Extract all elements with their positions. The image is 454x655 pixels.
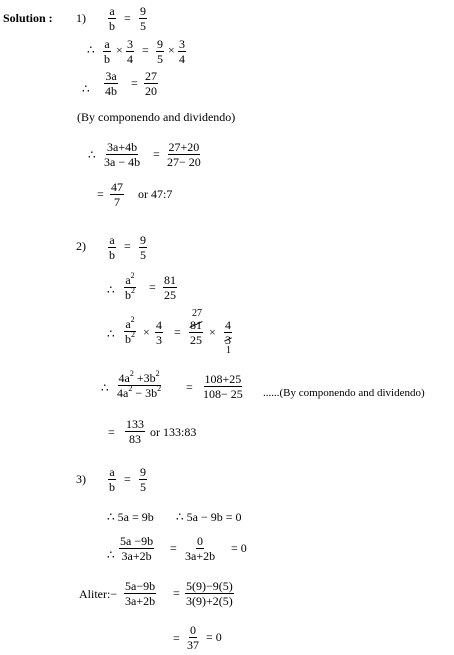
part1-27-over-20: $\frac{27}{20}$ xyxy=(145,69,157,98)
equals-sign: = xyxy=(186,380,193,394)
equals-sign: = xyxy=(124,472,131,486)
part2-cd-rhs: $\frac{108+25}{108- 25}$ xyxy=(203,372,243,401)
part3-5a-eq-9b: ∴ 5a = 9b xyxy=(107,510,154,524)
cancellation-27: 27 xyxy=(192,308,202,319)
times-sign: × xyxy=(143,325,150,339)
part3-a-over-b: $\frac{a}{b}$ xyxy=(109,465,115,494)
part2-l3-81-over-25: $\frac{81}{25}$ xyxy=(190,318,202,347)
part2-componendo-note: ......(By componendo and dividendo) xyxy=(263,387,425,399)
cancellation-1: 1 xyxy=(226,345,231,356)
part2-133-over-83: $\frac{133}{83}$ xyxy=(126,417,144,446)
equals-sign: = xyxy=(173,631,180,645)
aliter-label: Aliter:− xyxy=(79,587,118,601)
part2-l3-four-thirds-cancel: $\frac{4}{3}$ xyxy=(225,318,231,347)
part2-a2-over-b2: $\frac{a^2}{b^2}$ xyxy=(125,271,135,302)
equals-sign: = xyxy=(142,43,149,57)
therefore-symbol: ∴ xyxy=(107,548,115,562)
equals-sign: = xyxy=(97,187,104,201)
therefore-symbol: ∴ xyxy=(107,327,115,341)
componendo-dividendo-note: (By componendo and dividendo) xyxy=(77,110,236,124)
part1-47-over-7: $\frac{47}{7}$ xyxy=(111,180,123,209)
therefore-symbol: ∴ xyxy=(88,148,96,162)
part2-a-over-b: $\frac{a}{b}$ xyxy=(109,233,115,262)
part3-nine-fifths: $\frac{9}{5}$ xyxy=(140,465,146,494)
part3-number: 3) xyxy=(76,472,86,486)
equals-sign: = xyxy=(170,541,177,555)
solution-label: Solution : xyxy=(3,11,53,25)
equals-sign: = xyxy=(108,425,115,439)
equals-sign: = xyxy=(149,280,156,294)
equals-sign: = xyxy=(124,239,131,253)
part3-lhs: $\frac{5a -9b}{3a+2b}$ xyxy=(120,534,154,563)
equals-sign: = xyxy=(173,586,180,600)
part2-number: 2) xyxy=(76,239,86,253)
part3-zero-over: $\frac{0}{3a+2b}$ xyxy=(185,534,216,563)
part1-number: 1) xyxy=(76,11,86,25)
times-sign: × xyxy=(209,325,216,339)
part2-ratio: or 133:83 xyxy=(150,425,197,439)
part3-final-zero: = 0 xyxy=(206,630,222,644)
part3-5a-minus-9b-eq-0: ∴ 5a − 9b = 0 xyxy=(176,510,242,524)
part1-3a-over-4b: $\frac{3a}{4b}$ xyxy=(105,69,117,98)
times-sign: × xyxy=(168,43,175,57)
part1-l2-a-over-b: $\frac{a}{b}$ xyxy=(104,37,110,66)
part1-cd-lhs: $\frac{3a+4b}{3a - 4b}$ xyxy=(104,140,141,169)
times-sign: × xyxy=(116,43,123,57)
part3-aliter-rhs: $\frac{5(9)-9(5)}{3(9)+2(5)}$ xyxy=(186,579,233,608)
equals-sign: = xyxy=(124,11,131,25)
therefore-symbol: ∴ xyxy=(82,82,90,96)
equals-sign: = xyxy=(174,325,181,339)
part3-aliter-lhs: $\frac{5a-9b}{3a+2b}$ xyxy=(125,579,156,608)
therefore-symbol: ∴ xyxy=(107,283,115,297)
part1-l2-nine-fifths: $\frac{9}{5}$ xyxy=(157,37,163,66)
part2-l3-a2-over-b2: $\frac{a^2}{b^2}$ xyxy=(125,315,135,346)
part1-ratio: or 47:7 xyxy=(138,187,173,201)
part1-l2-three-fourths-2: $\frac{3}{4}$ xyxy=(179,37,185,66)
part1-cd-rhs: $\frac{27+20}{27- 20}$ xyxy=(167,140,201,169)
part1-l2-three-fourths: $\frac{3}{4}$ xyxy=(127,37,133,66)
equals-sign: = xyxy=(153,147,160,161)
part3-zero-over-37: $\frac{0}{37}$ xyxy=(187,623,199,652)
part1-a-over-b: $\frac{a}{b}$ xyxy=(109,4,115,33)
equals-sign: = xyxy=(131,76,138,90)
part2-l3-four-thirds: $\frac{4}{3}$ xyxy=(156,318,162,347)
part2-nine-fifths: $\frac{9}{5}$ xyxy=(140,233,146,262)
part2-cd-lhs: $\frac{4a^2 +3b^2}{4a^2 - 3b^2}$ xyxy=(117,369,162,400)
part2-81-over-25: $\frac{81}{25}$ xyxy=(164,273,176,302)
part3-equals-zero: = 0 xyxy=(231,541,247,555)
therefore-symbol: ∴ xyxy=(87,43,95,57)
part1-nine-fifths: $\frac{9}{5}$ xyxy=(140,4,146,33)
therefore-symbol: ∴ xyxy=(101,381,109,395)
